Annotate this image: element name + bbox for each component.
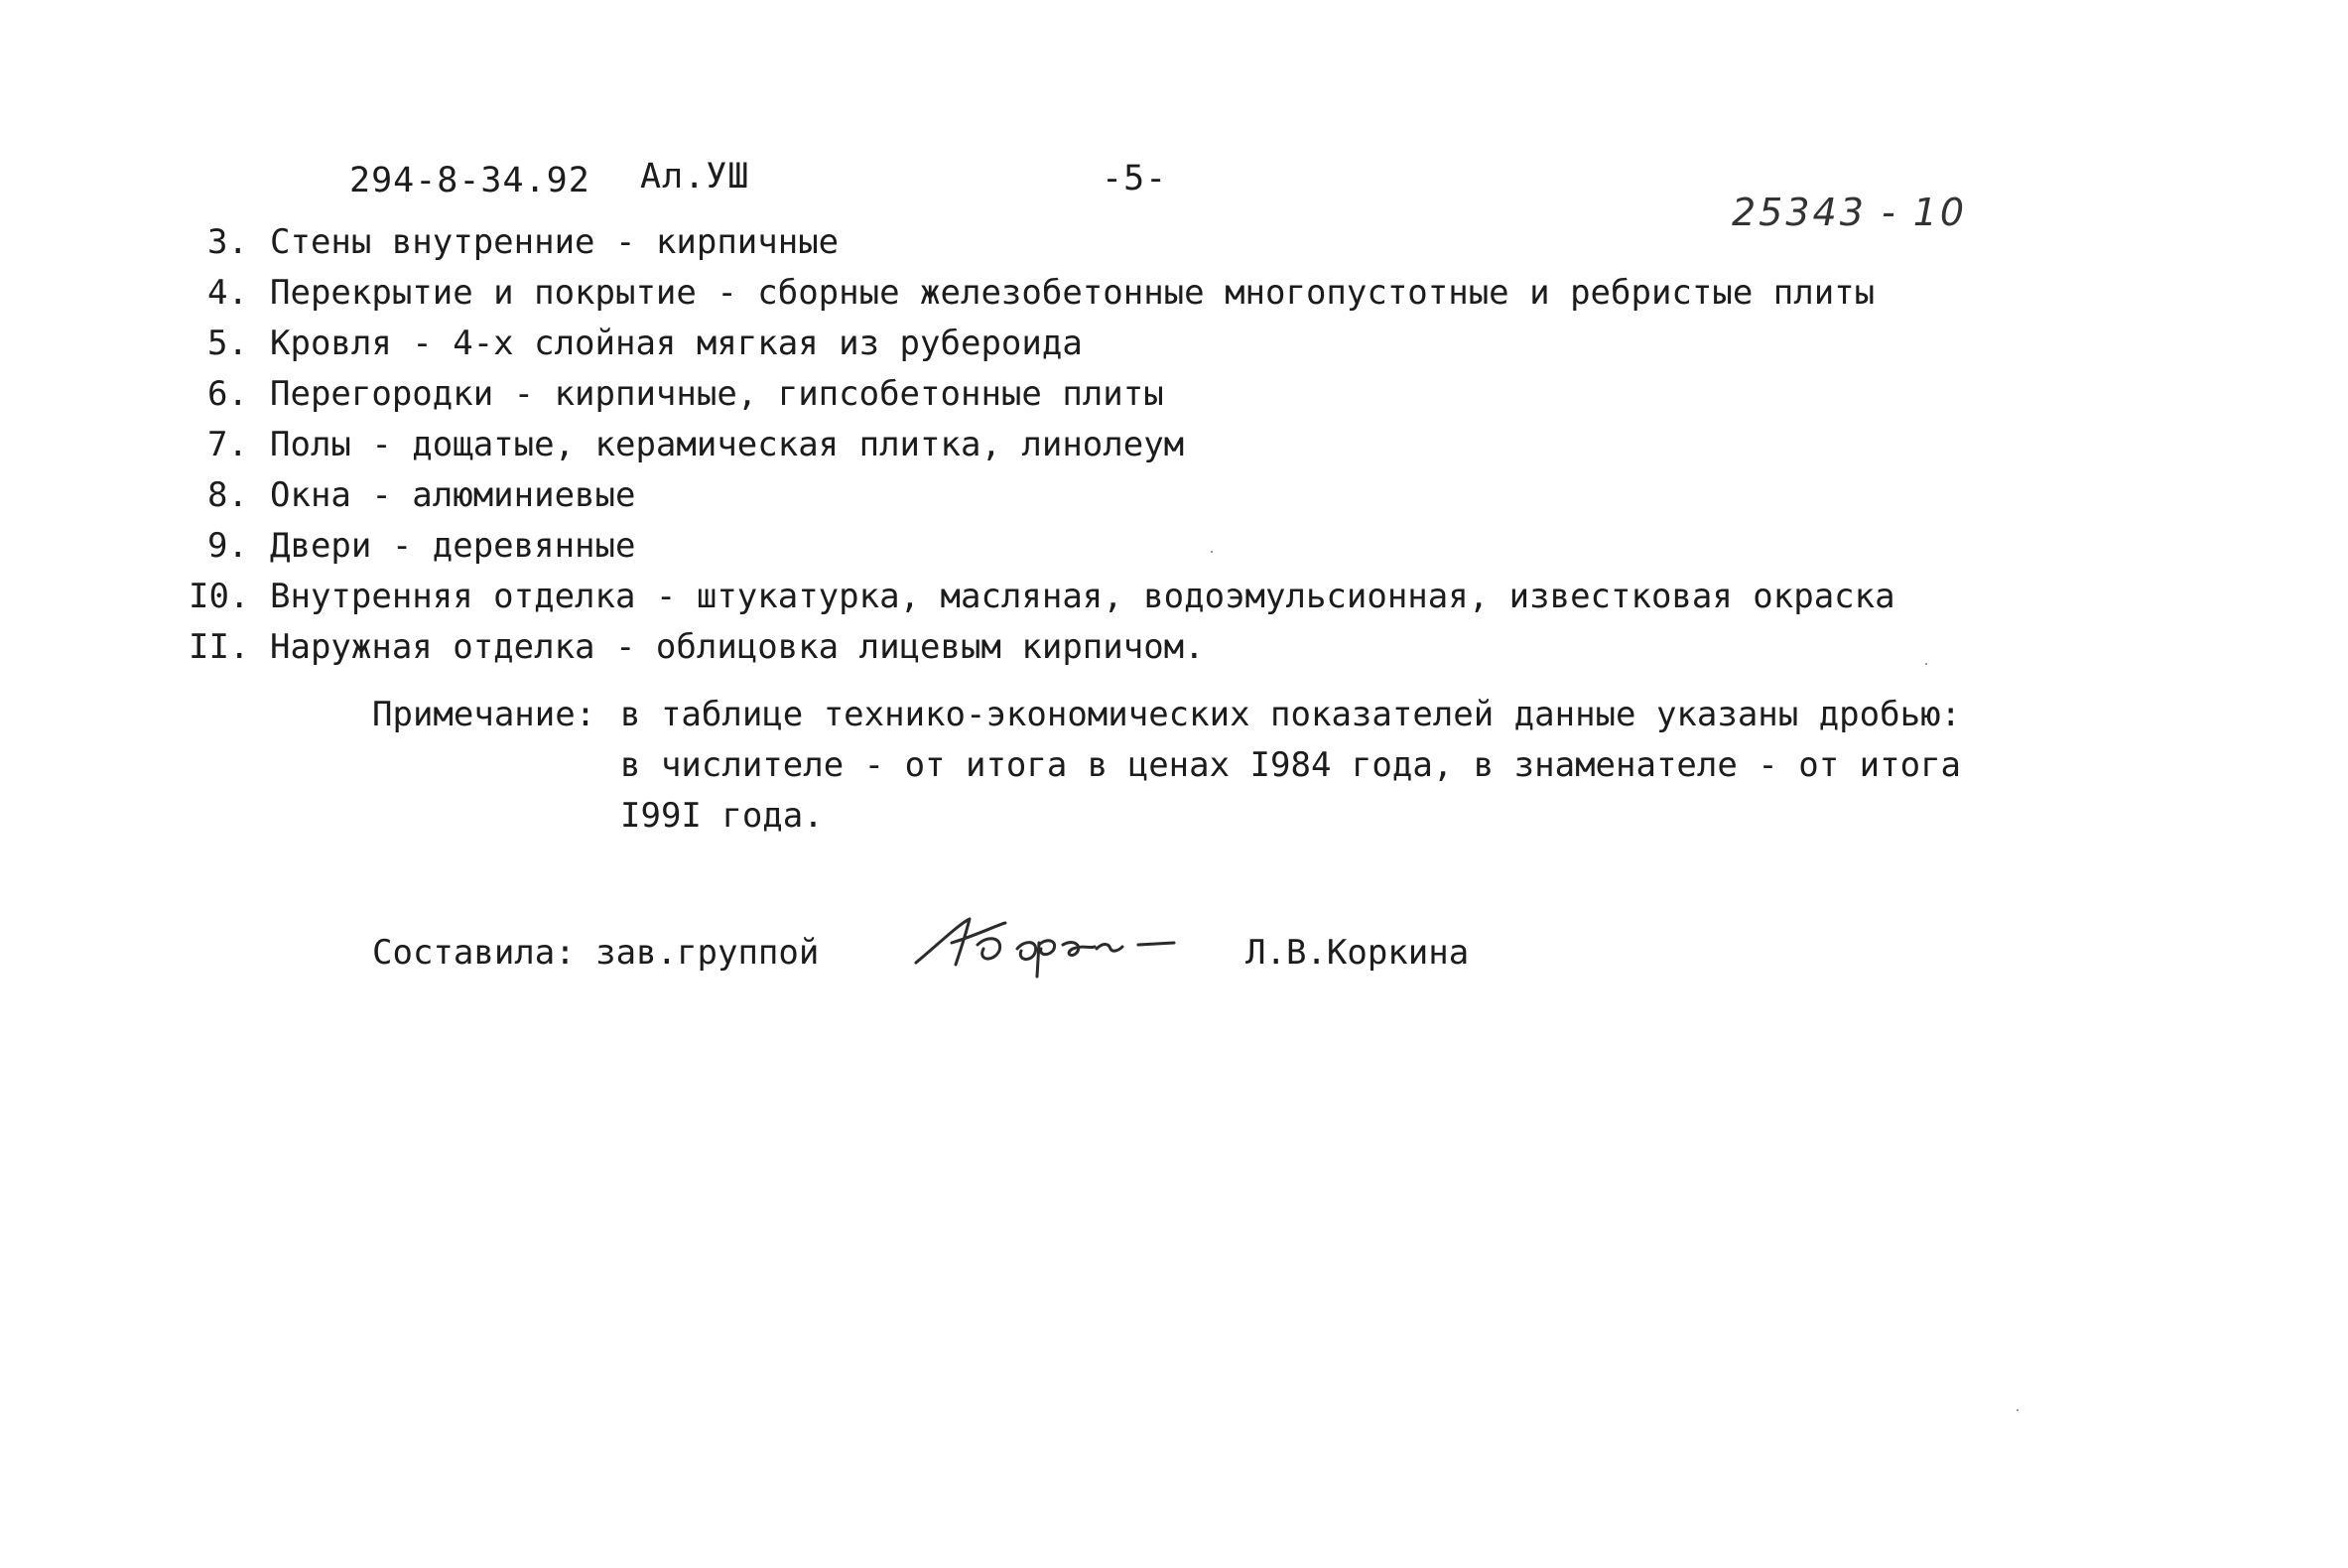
item-text: Окна - алюминиевые (270, 475, 636, 515)
handwritten-signature (908, 905, 1196, 984)
item-text: Полы - дощатые, керамическая плитка, линолеум (270, 425, 1185, 464)
item-number: 9. (207, 526, 248, 566)
item-text: Двери - деревянные (270, 526, 636, 566)
scan-speck (1925, 663, 1927, 665)
handwritten-number: 25343 - 10 (1732, 191, 1968, 234)
signatory-name: Л.В.Коркина (1245, 933, 1470, 973)
scan-speck (1211, 551, 1213, 553)
item-number: 3. (207, 222, 248, 262)
item-number: 8. (207, 475, 248, 515)
item-number: I0. (189, 577, 250, 616)
item-text: Кровля - 4-х слойная мягкая из рубероида (270, 324, 1083, 363)
note-line: в числителе - от итога в ценах I984 года, в знаменателе - от итога (620, 745, 1962, 785)
item-number: II. (189, 627, 250, 667)
item-text: Перекрытие и покрытие - сборные железобетонные многопустотные и ребристые плиты (270, 273, 1876, 313)
note-line: I99I года. (620, 796, 824, 836)
item-number: 7. (207, 425, 248, 464)
item-number: 6. (207, 374, 248, 414)
project-code: 294-8-34.92 (349, 161, 590, 200)
signature-label: Составила: зав.группой (372, 933, 820, 973)
scan-speck (2017, 1409, 2019, 1411)
note-line: в таблице технико-экономических показателей данные указаны дробью: (620, 695, 1962, 734)
item-number: 5. (207, 324, 248, 363)
item-number: 4. (207, 273, 248, 313)
item-text: Внутренняя отделка - штукатурка, масляная, водоэмульсионная, известковая окраска (270, 577, 1895, 616)
item-text: Наружная отделка - облицовка лицевым кирпичом. (270, 627, 1205, 667)
note-label: Примечание: (372, 695, 596, 734)
item-text: Перегородки - кирпичные, гипсобетонные плиты (270, 374, 1164, 414)
album-number: Ал.УШ (640, 157, 750, 196)
item-text: Стены внутренние - кирпичные (270, 222, 840, 262)
page-number: -5- (1102, 159, 1168, 198)
